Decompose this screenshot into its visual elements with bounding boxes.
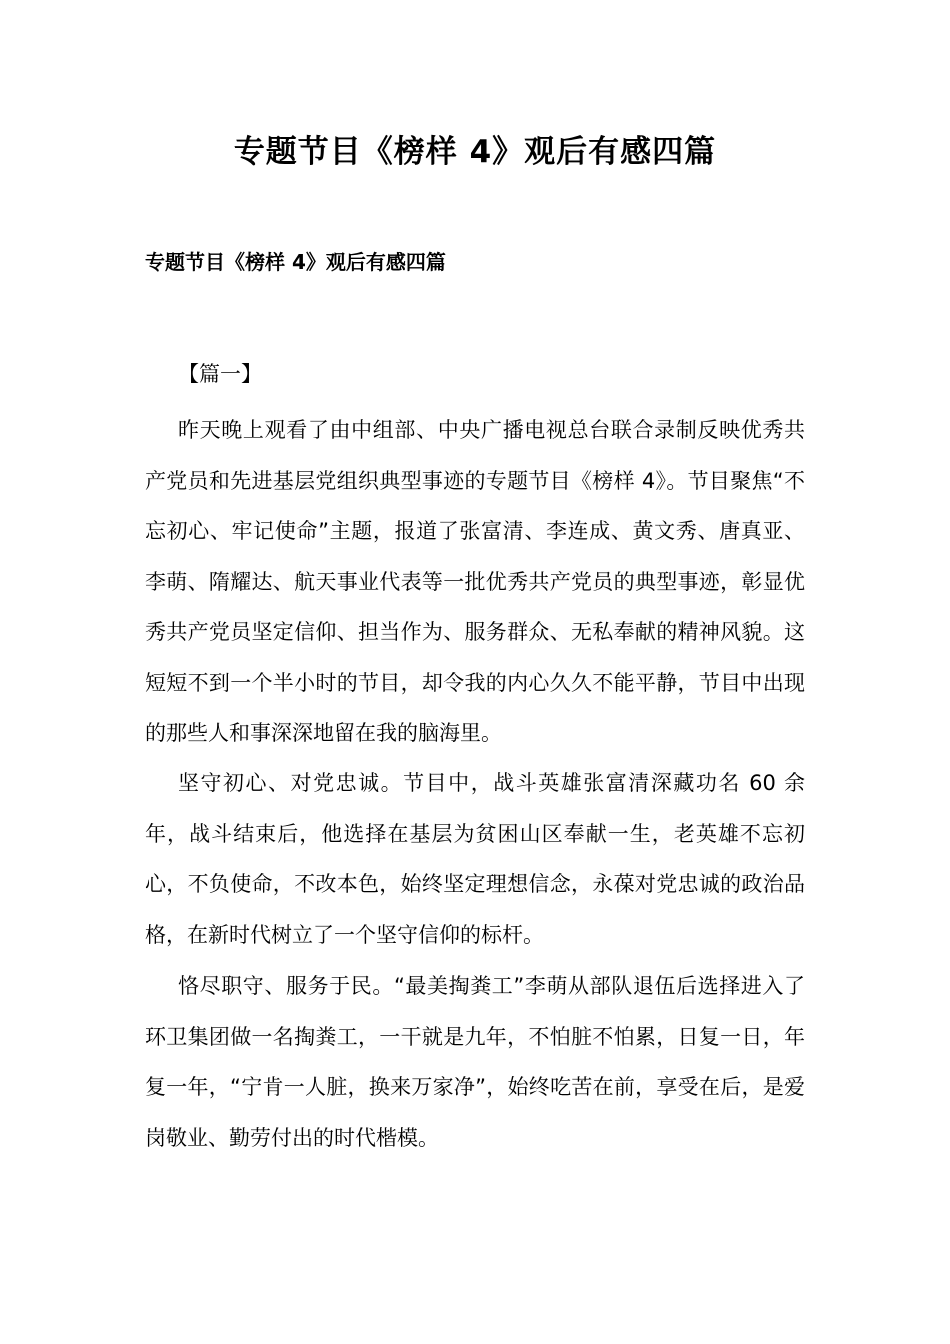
document-subtitle: 专题节目《榜样 4》观后有感四篇 <box>145 250 446 274</box>
paragraph: 坚守初心、对党忠诚。节目中，战斗英雄张富清深藏功名 60 余年，战斗结束后，他选择在基层为贫困山区奉献一生，老英雄不忘初心，不负使命，不改本色，始终坚定理想信念，永葆对党忠诚的政治品格，在新时代树立了一个坚守信仰的标杆。 <box>145 771 805 947</box>
section-label: 【篇一】 <box>178 362 262 386</box>
paragraph: 昨天晚上观看了由中组部、中央广播电视总台联合录制反映优秀共产党员和先进基层党组织典型事迹的专题节目《榜样 4》。节目聚焦“不忘初心、牢记使命”主题，报道了张富清、李连成、黄文秀、唐真亚、李萌、隋耀达、航天事业代表等一批优秀共产党员的典型事迹，彰显优秀共产党员坚定信仰、担当作为、服务群众、无私奉献的精神风貌。这短短不到一个半小时的节目，却令我的内心久久不能平静，节目中出现的那些人和事深深地留在我的脑海里。 <box>145 418 805 745</box>
paragraph: 恪尽职守、服务于民。“最美掏粪工”李萌从部队退伍后选择进入了环卫集团做一名掏粪工，一干就是九年，不怕脏不怕累，日复一日，年复一年，“宁肯一人脏，换来万家净”，始终吃苦在前，享受在后，是爱岗敬业、勤劳付出的时代楷模。 <box>145 974 805 1150</box>
document-title: 专题节目《榜样 4》观后有感四篇 <box>233 134 717 170</box>
